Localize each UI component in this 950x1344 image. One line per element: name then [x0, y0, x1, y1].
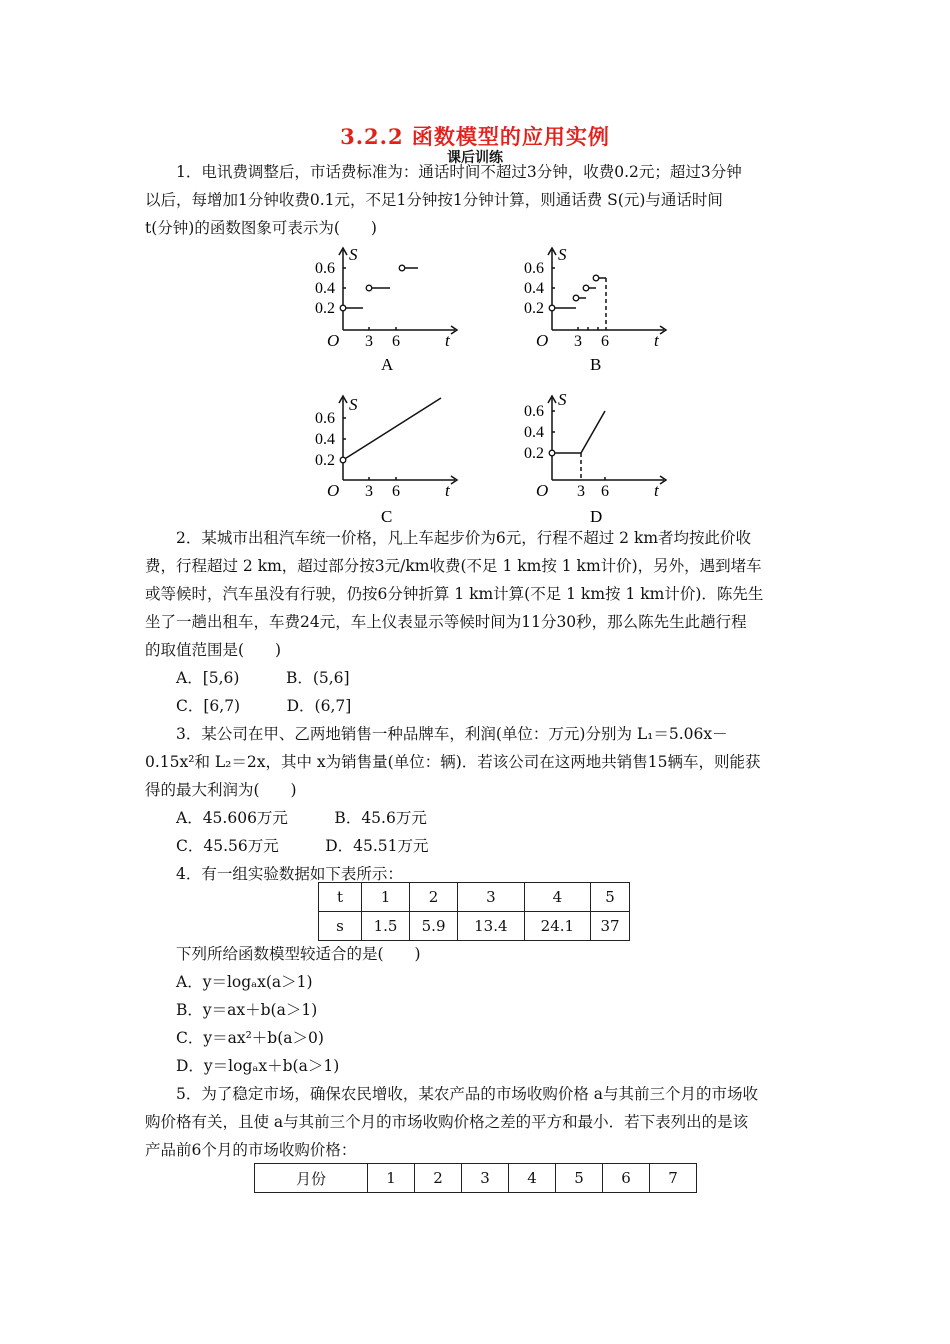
q4-option-d: D．y＝logₐx＋b(a＞1): [176, 1057, 340, 1075]
graph-label: A: [381, 355, 394, 372]
open-point-1: [340, 305, 346, 311]
q4-option-b: B．y＝ax＋b(a＞1): [176, 1001, 318, 1019]
origin-label: O: [327, 331, 340, 350]
open-point-4: [593, 275, 599, 281]
origin-label: O: [327, 481, 340, 500]
q2-line-3: 或等候时，汽车虽没有行驶，仍按6分钟折算 1 km计算(不足 1 km按 1 km计价)．陈先生: [145, 585, 764, 603]
page-subtitle: 课后训练: [447, 150, 503, 166]
piecewise-line: [552, 411, 605, 453]
x-axis-label: t: [445, 481, 450, 500]
table-cell: 3: [458, 883, 525, 912]
table-cell: 6: [603, 1164, 650, 1193]
q5-line-3: 产品前6个月的市场收购价格：: [145, 1141, 357, 1159]
y-tick-label-0.2: 0.2: [315, 300, 335, 317]
table-cell: 7: [650, 1164, 697, 1193]
graph-b: [514, 242, 679, 372]
y-axis-label: S: [558, 245, 567, 264]
q5-line-2: 购价格有关，且使 a与其前三个月的市场收购价格之差的平方和最小．若下表列出的是该: [145, 1113, 749, 1131]
q3-line-1: 3．某公司在甲、乙两地销售一种品牌车，利润(单位：万元)分别为 L₁＝5.06x－: [176, 725, 728, 743]
q1-line-3: t(分钟)的函数图象可表示为( ): [145, 219, 377, 237]
q1-line-2: 以后，每增加1分钟收费0.1元，不足1分钟按1分钟计算，则通话费 S(元)与通话时间: [145, 191, 723, 209]
origin-label: O: [536, 481, 549, 500]
table-cell: 5.9: [410, 912, 458, 941]
y-tick-label-0.2: 0.2: [524, 445, 544, 462]
linear-line: [343, 398, 441, 460]
x-tick-label-6: 6: [601, 333, 609, 350]
y-tick-label-0.4: 0.4: [315, 280, 335, 297]
open-point: [340, 457, 346, 463]
table-row: [319, 912, 630, 941]
table-cell: 13.4: [458, 912, 525, 941]
table-cell: 月份: [255, 1164, 368, 1193]
graph-d: [514, 390, 679, 525]
x-axis-label: t: [654, 481, 659, 500]
y-tick-label-0.6: 0.6: [315, 260, 335, 277]
graph-c: [305, 390, 470, 525]
table-cell: 24.1: [524, 912, 591, 941]
y-tick-label-0.2: 0.2: [524, 300, 544, 317]
q2-options-ab: A．[5,6) B．(5,6]: [176, 669, 350, 687]
q3-options-cd: C．45.56万元 D．45.51万元: [176, 837, 429, 855]
q4-option-c: C．y＝ax²＋b(a＞0): [176, 1029, 324, 1047]
q5-price-table: [254, 1163, 697, 1193]
page-title: 3.2.2 函数模型的应用实例: [340, 124, 610, 149]
origin-label: O: [536, 331, 549, 350]
y-tick-label-0.6: 0.6: [315, 410, 335, 427]
x-tick-label-3: 3: [365, 483, 373, 500]
q3-line-2: 0.15x²和 L₂＝2x，其中 x为销售量(单位：辆)．若该公司在这两地共销售15辆车，则能获: [145, 753, 761, 771]
q3-options-ab: A．45.606万元 B．45.6万元: [176, 809, 427, 827]
y-tick-label-0.4: 0.4: [524, 280, 544, 297]
x-axis-label: t: [445, 331, 450, 350]
x-axis-label: t: [654, 331, 659, 350]
q4-data-table: [318, 882, 630, 941]
table-cell: 4: [524, 883, 591, 912]
q2-line-4: 坐了一趟出租车，车费24元，车上仪表显示等候时间为11分30秒，那么陈先生此趟行程: [145, 613, 747, 631]
x-tick-label-3: 3: [574, 333, 582, 350]
y-tick-label-0.6: 0.6: [524, 260, 544, 277]
graph-label: B: [590, 355, 602, 372]
q5-line-1: 5．为了稳定市场，确保农民增收，某农产品的市场收购价格 a与其前三个月的市场收: [176, 1085, 759, 1103]
q4-question: 下列所给函数模型较适合的是( ): [176, 945, 421, 963]
table-cell: t: [319, 883, 362, 912]
graph-a: [305, 242, 470, 372]
q3-line-3: 得的最大利润为( ): [145, 781, 297, 799]
x-tick-label-3: 3: [365, 333, 373, 350]
q2-line-1: 2．某城市出租汽车统一价格，凡上车起步价为6元，行程不超过 2 km者均按此价收: [176, 529, 752, 547]
table-row: [255, 1164, 697, 1193]
graph-label: C: [381, 507, 393, 525]
table-cell: s: [319, 912, 362, 941]
q1-line-1: 1．电讯费调整后，市话费标准为：通话时间不超过3分钟，收费0.2元；超过3分钟: [176, 163, 742, 181]
open-point-2: [366, 285, 372, 291]
open-point-3: [399, 265, 405, 271]
table-cell: 3: [462, 1164, 509, 1193]
y-tick-label-0.2: 0.2: [315, 452, 335, 469]
y-axis-label: S: [349, 395, 358, 414]
q2-options-cd: C．[6,7) D．(6,7]: [176, 697, 352, 715]
y-axis-label: S: [349, 245, 358, 264]
table-row: [319, 883, 630, 912]
table-cell: 5: [556, 1164, 603, 1193]
open-point-3: [583, 285, 589, 291]
table-cell: 2: [410, 883, 458, 912]
q2-line-5: 的取值范围是( ): [145, 641, 282, 659]
table-cell: 1: [368, 1164, 415, 1193]
x-tick-label-6: 6: [601, 483, 609, 500]
open-point-1: [549, 305, 555, 311]
y-tick-label-0.4: 0.4: [315, 431, 335, 448]
table-cell: 1.5: [362, 912, 410, 941]
y-axis-label: S: [558, 390, 567, 409]
table-cell: 1: [362, 883, 410, 912]
y-tick-label-0.4: 0.4: [524, 424, 544, 441]
table-cell: 2: [415, 1164, 462, 1193]
open-point: [549, 450, 555, 456]
x-tick-label-6: 6: [392, 333, 400, 350]
x-tick-label-3: 3: [577, 483, 585, 500]
table-cell: 37: [591, 912, 630, 941]
table-cell: 5: [591, 883, 630, 912]
x-tick-label-6: 6: [392, 483, 400, 500]
y-tick-label-0.6: 0.6: [524, 403, 544, 420]
open-point-2: [573, 295, 579, 301]
q4-option-a: A．y＝logₐx(a＞1): [176, 973, 313, 991]
graph-label: D: [590, 507, 603, 525]
q4-intro: 4．有一组实验数据如下表所示：: [176, 865, 403, 883]
table-cell: 4: [509, 1164, 556, 1193]
q2-line-2: 费，行程超过 2 km，超过部分按3元/km收费(不足 1 km按 1 km计价)，另外，遇到堵车: [145, 557, 762, 575]
